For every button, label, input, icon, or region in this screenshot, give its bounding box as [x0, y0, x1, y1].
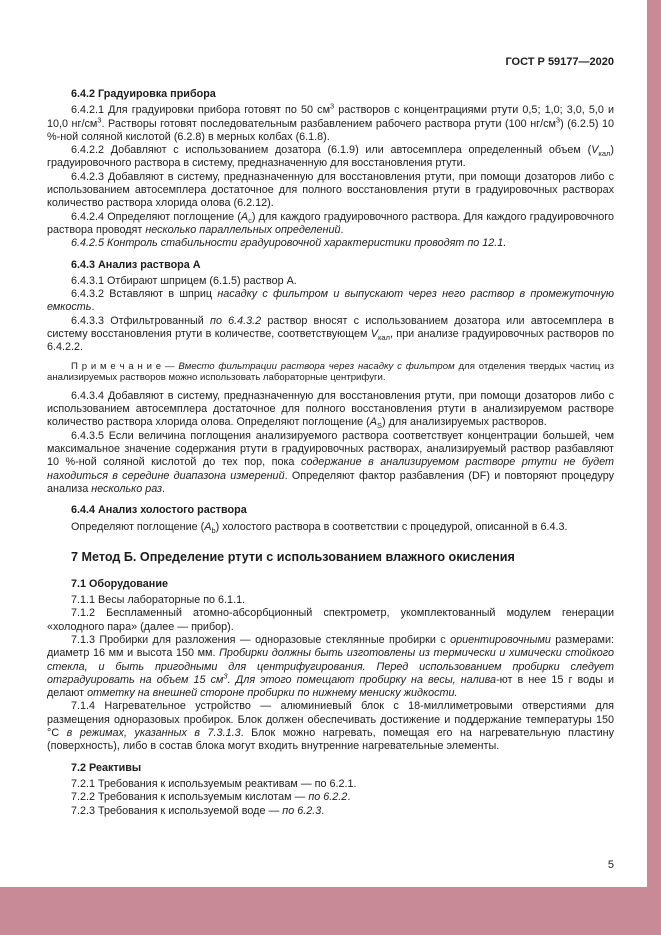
paragraph: 7.2.2 Требования к используемым кислотам — по 6.2.2. [71, 791, 351, 804]
section-heading: 7 Метод Б. Определение ртути с использованием влажного окисления [71, 549, 515, 564]
page-number: 5 [607, 859, 614, 871]
document-content [47, 88, 614, 818]
subsection-heading: 6.4.3 Анализ раствора А [71, 258, 201, 271]
paragraph: 7.1.1 Весы лабораторные по 6.1.1. [71, 594, 246, 607]
paragraph: 6.4.2.5 Контроль стабильности градуировочной характеристики проводят по 12.1. [71, 237, 507, 250]
paragraph: 6.4.2.2 Добавляют с использованием дозатора (6.1.9) или автосемплера определенный объем $(V_{кал})$ градуировочного раствора в систему, предназначенную для восстановления ртути. [47, 144, 614, 170]
paragraph: 7.1.3 Пробирки для разложения — одноразовые стеклянные пробирки с ориентировочными размерами: диаметр 16 мм и высота 150 мм. Пробирки должны быть изготовлены из термически и химически стойкого стекла, и быть пригодными для центрифугирования. Перед использованием пробирки следует отградуировать на объем 15 $см^3$. Для этого помещают пробирку на весы, налива-ют в нее 15 г воды и делают отметку на внешней стороне пробирки по нижнему мениску жидкости. [47, 633, 615, 700]
paragraph: 6.4.2.4 Определяют поглощение $(A_с)$ для каждого градуировочного раствора. Для каждого градуировочного раствора проводят несколько параллельных определений. [47, 210, 614, 236]
paragraph: 6.4.3.1 Отбирают шприцем (6.1.5) раствор А. [71, 274, 297, 287]
subsection-heading: 6.4.4 Анализ холостого раствора [71, 504, 247, 517]
subsection-heading: 7.2 Реактивы [71, 761, 142, 774]
paragraph: 7.1.2 Беспламенный атомно-абсорбционный спектрометр, укомплектованный модулем генерации «холодного пара» (далее — прибор). [47, 607, 614, 633]
subsection-heading: 6.4.2 Градуировка прибора [71, 88, 216, 100]
paragraph: 6.4.2.1 Для градуировки прибора готовят по 50 $см^3$ растворов с концентрациями ртути 0,5; 1,0; 3,0, 5,0 и 10,0 $нг/см^3$. Растворы готовят последовательным разбавлением рабочего раствора ртути (100 $нг/см^3$) (6.2.5) 10 %-ной соляной кислотой (6.2.8) в мерных колбах (6.1.8). [47, 101, 614, 143]
subsection-heading: 7.1 Оборудование [71, 577, 168, 590]
paragraph: 6.4.3.3 Отфильтрованный по 6.4.3.2 раствор вносят с использованием дозатора или автосемплера в систему восстановления ртути в количестве, соответствующем $V_{кал}$, при анализе градуировочных растворов по 6.4.2.2. [47, 314, 614, 354]
paragraph: 7.2.3 Требования к используемой воде — по 6.2.3. [71, 804, 325, 817]
paragraph: 6.4.3.5 Если величина поглощения анализируемого раствора соответствует концентрации большей, чем максимальное значение содержания ртути в градуировочных растворах, анализируемый раствор разбавляют 10 %-ной соляной кислотой до тех пор, пока содержание в анализируемом растворе ртути не будет находиться в середине диапазона измерений. Определяют фактор разбавления (DF) и повторяют процедуру анализа несколько раз. [47, 429, 614, 495]
paragraph: 7.2.1 Требования к используемым реактивам — по 6.2.1. [71, 777, 357, 790]
document-number-header: ГОСТ Р 59177—2020 [505, 56, 614, 68]
paragraph: 6.4.2.3 Добавляют в систему, предназначенную для восстановления ртути, при помощи дозаторов либо с использованием автосемплера достаточное для полного восстановления ртути в градуировочных растворах количество раствора хлорида олова (6.2.12). [47, 170, 614, 210]
paragraph: Определяют поглощение $(A_b)$ холостого раствора в соответствии с процедурой, описанной в 6.4.3. [71, 520, 568, 535]
paragraph: 6.4.3.2 Вставляют в шприц насадку с фильтром и выпускают через него раствор в промежуточную емкость. [47, 288, 615, 314]
note: П р и м е ч а н и е — Вместо фильтрации раствора через насадку с фильтром для отделения твердых частиц из анализируемых растворов можно использовать лабораторные центрифуги. [47, 360, 614, 384]
paragraph: 7.1.4 Нагревательное устройство — алюминиевый блок с 18-миллиметровыми отверстиями для размещения одноразовых пробирок. Блок должен обеспечивать достижение и поддержание температуры 150 °С в режимах, указанных в 7.3.1.3. Блок можно нагревать, помещая его на нагревательную пластину (поверхность), либо в состав блока могут входить внутренние нагревательные элементы. [47, 700, 615, 753]
paragraph: 6.4.3.4 Добавляют в систему, предназначенную для восстановления ртути, при помощи дозаторов либо с использованием автосемплера достаточное для полного восстановления ртути в анализируемом растворе количество раствора хлорида олова. Определяют поглощение $(A_S)$ для анализируемых растворов. [47, 389, 614, 431]
